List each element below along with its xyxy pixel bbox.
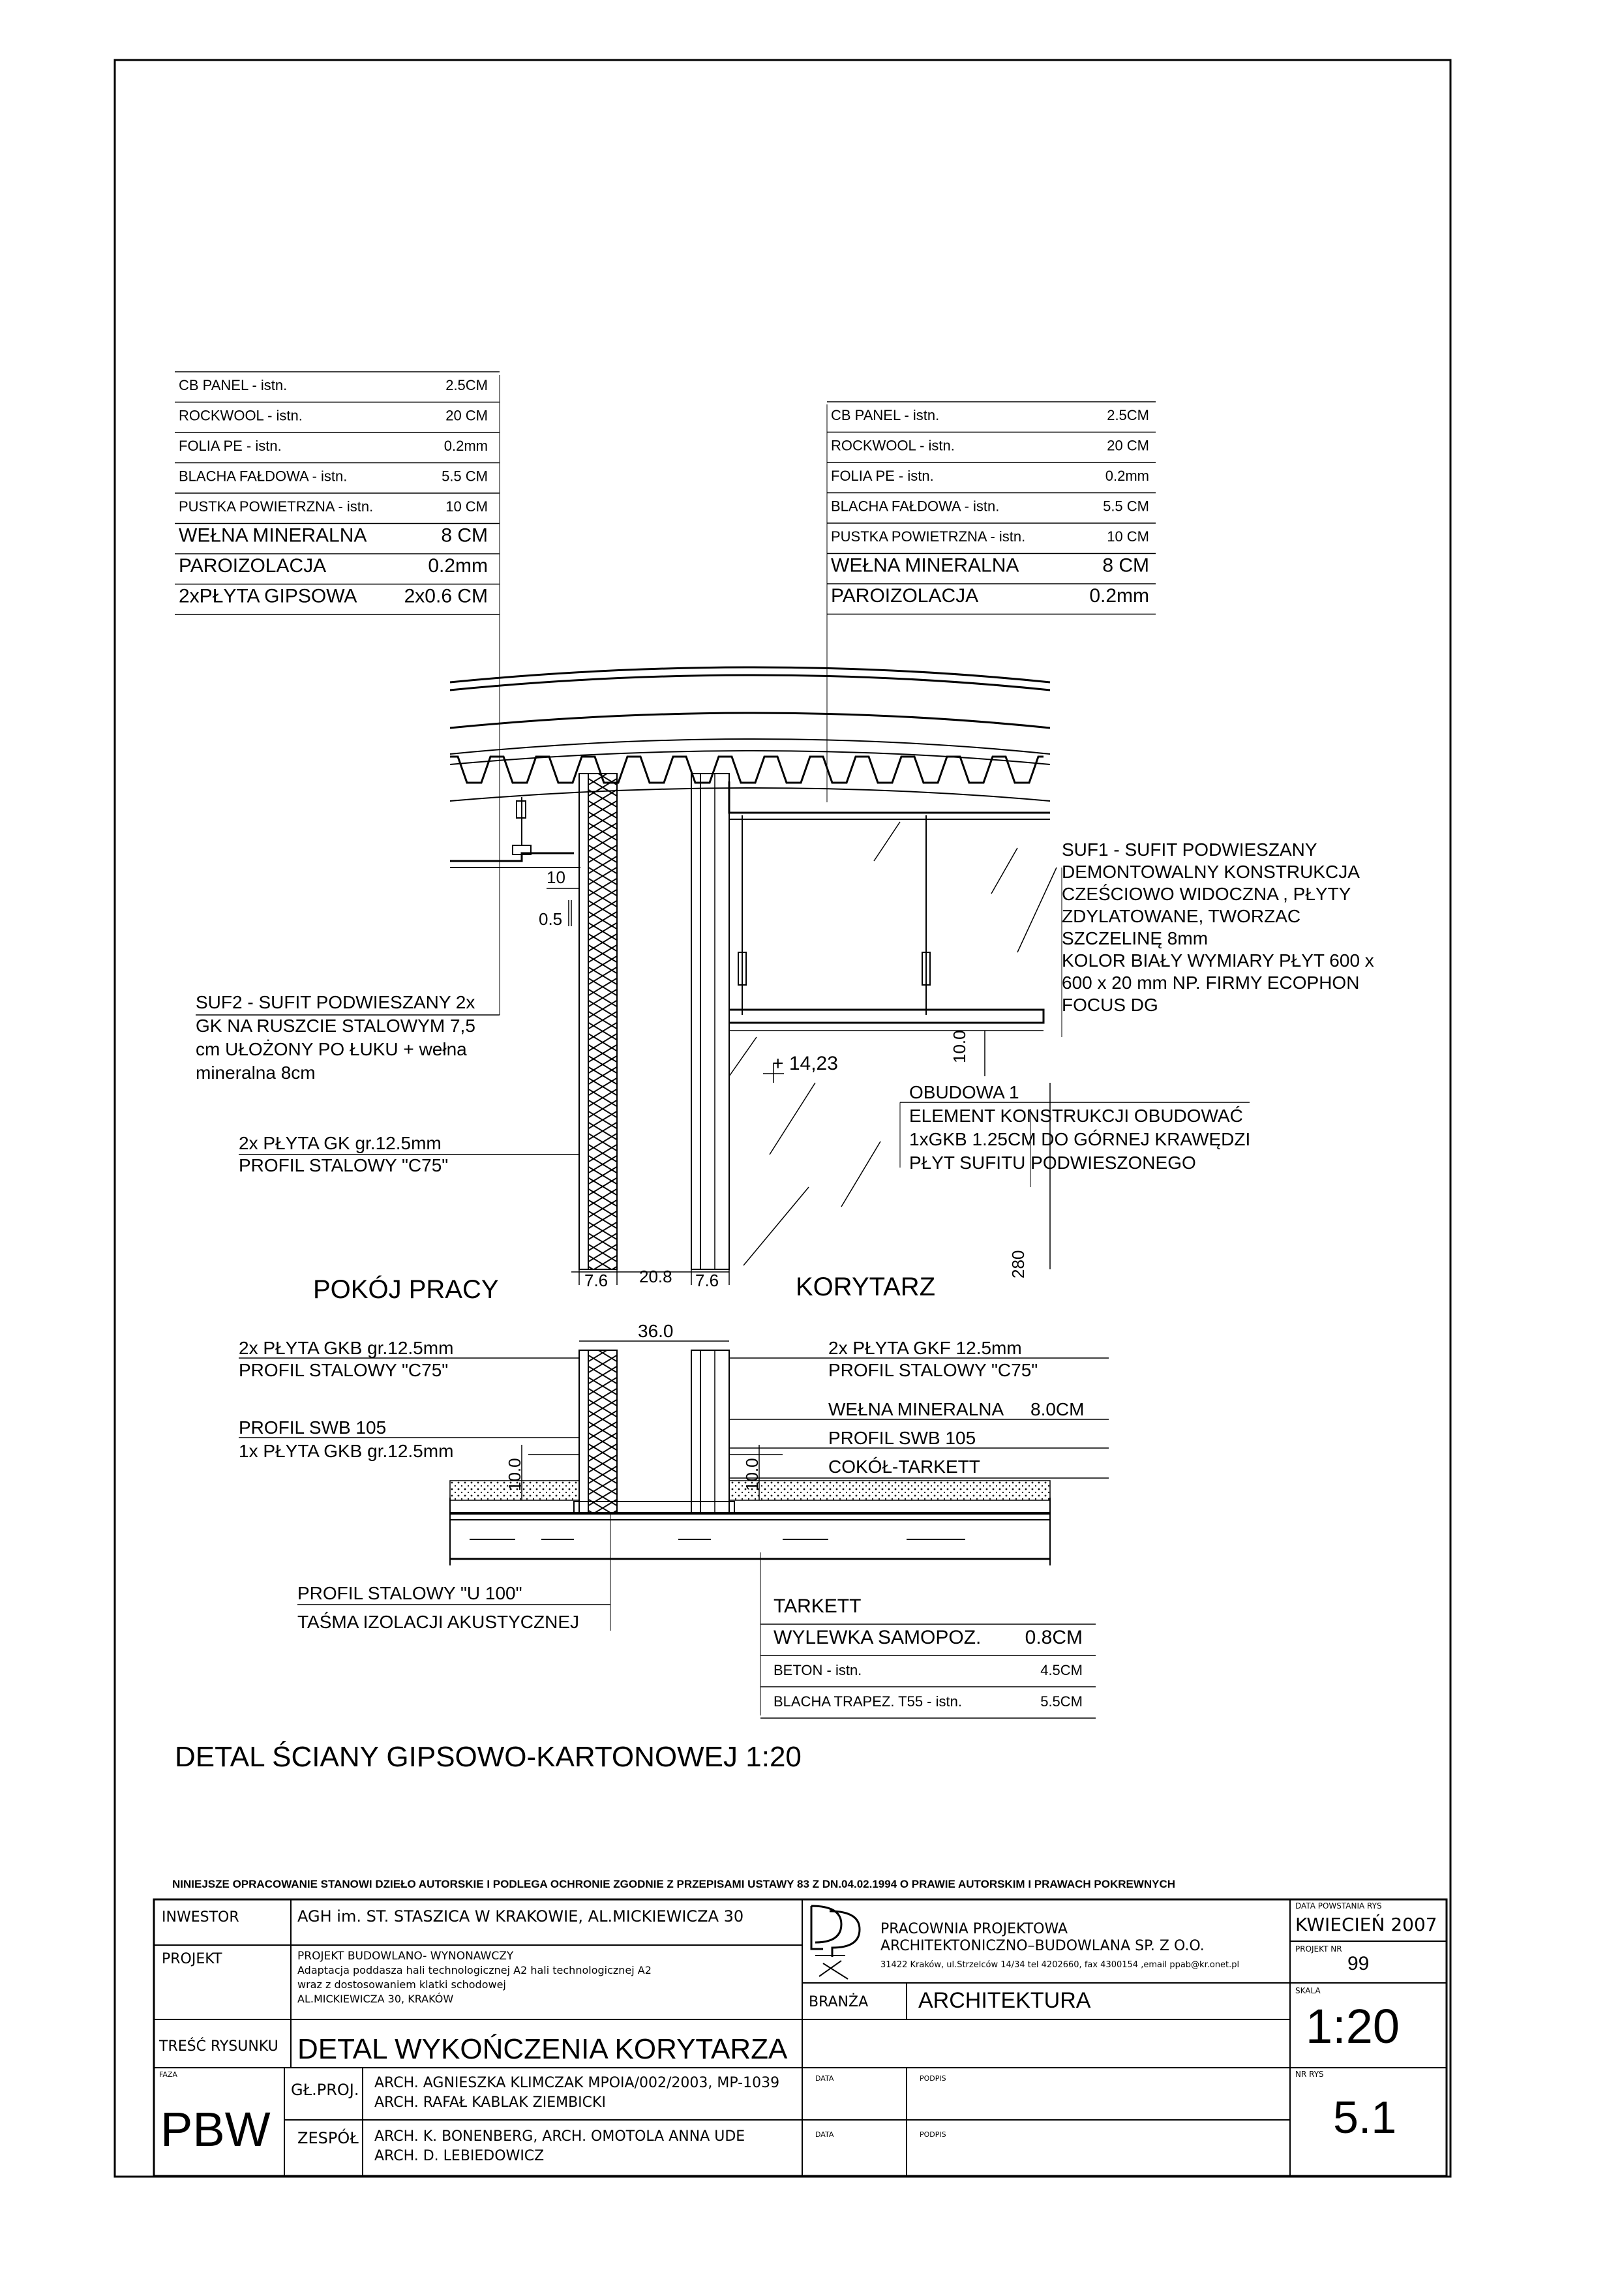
dim-0-5: 0.5 <box>539 909 563 929</box>
suf1-note: KOLOR BIAŁY WYMIARY PŁYT 600 x <box>1062 950 1374 971</box>
wall-left-lower-note-2: 1x PŁYTA GKB gr.12.5mm <box>239 1441 454 1461</box>
tb-projekt-nr: 99 <box>1347 1953 1370 1974</box>
legend-layer-name: PAROIZOLACJA <box>831 585 979 607</box>
legend-layer-name: ROCKWOOL - istn. <box>179 407 303 424</box>
tb-zespol-label: ZESPÓŁ <box>297 2129 359 2147</box>
suf1-note: 600 x 20 mm NP. FIRMY ECOPHON <box>1062 973 1360 993</box>
tb-inwestor-label: INWESTOR <box>162 1909 239 1926</box>
dim-280: 280 <box>1008 1250 1028 1278</box>
legend-layer-name: CB PANEL - istn. <box>179 377 288 393</box>
legend-layer-value: 0.2mm <box>428 555 488 577</box>
legend-layer-value: 0.2mm <box>443 438 488 454</box>
tb-glproj-line: ARCH. AGNIESZKA KLIMCZAK MPOIA/002/2003, MP-1039 <box>374 2075 780 2091</box>
tb-data-col: DATA <box>815 2074 834 2083</box>
tb-nr-rys-label: NR RYS <box>1295 2070 1324 2079</box>
suf1-ceiling-panel <box>729 1010 1044 1023</box>
floor-layer-value: 0.8CM <box>1025 1627 1083 1648</box>
legend-layer-value: 20 CM <box>445 407 488 424</box>
dim-10-0-ceiling: 10.0 <box>950 1030 969 1063</box>
legend-layer-value: 8 CM <box>441 524 488 547</box>
floor-layer-name: BLACHA TRAPEZ. T55 - istn. <box>773 1693 962 1710</box>
legend-layer-value: 2.5CM <box>445 377 488 393</box>
legend-layer-name: ROCKWOOL - istn. <box>831 437 955 454</box>
legend-layer-value: 2x0.6 CM <box>404 585 488 607</box>
right-ceiling-legend <box>827 402 1156 614</box>
legend-layer-name: FOLIA PE - istn. <box>831 468 934 484</box>
floor-layer-name: BETON - istn. <box>773 1662 862 1678</box>
tb-firm-line: 31422 Kraków, ul.Strzelców 14/34 tel 4202660, fax 4300154 ,email ppab@kr.onet.pl <box>880 1960 1240 1970</box>
tb-branza: ARCHITEKTURA <box>918 1988 1091 2013</box>
tb-podpis-col: PODPIS <box>920 2130 946 2139</box>
wall-right-cokol: COKÓŁ-TARKETT <box>828 1457 980 1477</box>
tb-data: KWIECIEŃ 2007 <box>1295 1914 1437 1935</box>
wall-left-lower-note: 2x PŁYTA GKB gr.12.5mm <box>239 1338 454 1358</box>
suf1-note: DEMONTOWALNY KONSTRUKCJA <box>1062 862 1360 882</box>
trapezoidal-sheet <box>450 757 1044 783</box>
tb-tresc-label: TREŚĆ RYSUNKU <box>159 2038 278 2055</box>
suf1-note: ZDYLATOWANE, TWORZAC <box>1062 906 1301 926</box>
legend-layer-name: FOLIA PE - istn. <box>179 438 282 454</box>
legend-layer-name: PAROIZOLACJA <box>179 555 327 577</box>
wall-right-lower-note: PROFIL STALOWY "C75" <box>828 1360 1038 1380</box>
wall-left-upper-note: 2x PŁYTA GK gr.12.5mm <box>239 1133 442 1153</box>
legend-layer-name: CB PANEL - istn. <box>831 407 940 423</box>
dim-20-8: 20.8 <box>639 1267 672 1286</box>
floor-legend <box>760 1595 1096 1718</box>
left-ceiling-legend <box>175 372 500 614</box>
legend-layer-value: 10 CM <box>1107 528 1149 545</box>
legend-layer-name: PUSTKA POWIETRZNA - istn. <box>179 498 374 515</box>
legend-layer-name: WEŁNA MINERALNA <box>179 524 367 547</box>
tb-projekt-line: AL.MICKIEWICZA 30, KRAKÓW <box>297 1993 454 2005</box>
wall-right-mineral-value: 8.0CM <box>1030 1399 1085 1419</box>
room-label-left: POKÓJ PRACY <box>313 1275 499 1304</box>
tb-data-col: DATA <box>815 2130 834 2139</box>
legend-layer-value: 5.5 CM <box>1103 498 1149 515</box>
suf1-note: SZCZELINĘ 8mm <box>1062 928 1209 948</box>
legend-layer-value: 0.2mm <box>1105 468 1149 484</box>
obudowa-note: OBUDOWA 1 <box>909 1082 1019 1102</box>
obudowa-note: 1xGKB 1.25CM DO GÓRNEJ KRAWĘDZI <box>909 1129 1251 1149</box>
tb-projekt-label: PROJEKT <box>162 1951 222 1967</box>
floor-layer-value: 5.5CM <box>1040 1693 1083 1710</box>
legend-layer-value: 2.5CM <box>1107 407 1149 423</box>
floor-layer-name: TARKETT <box>773 1595 862 1617</box>
mineral-wool-insulation <box>588 774 617 1269</box>
legend-layer-value: 5.5 CM <box>442 468 488 485</box>
wall-left-lower-note: PROFIL STALOWY "C75" <box>239 1360 449 1380</box>
tb-firm-line: PRACOWNIA PROJEKTOWA <box>880 1921 1068 1937</box>
legend-layer-name: WEŁNA MINERALNA <box>831 554 1019 577</box>
legend-layer-name: 2xPŁYTA GIPSOWA <box>179 585 357 607</box>
firm-logo <box>811 1906 860 1979</box>
floor-screed-right <box>729 1481 1050 1500</box>
legend-layer-name: BLACHA FAŁDOWA - istn. <box>831 498 1000 515</box>
floor-layer-value: 4.5CM <box>1040 1662 1083 1678</box>
upper-wall-section <box>579 774 1057 1269</box>
wall-right-lower-note: 2x PŁYTA GKF 12.5mm <box>828 1338 1022 1358</box>
tb-podpis-col: PODPIS <box>920 2074 946 2083</box>
tb-tresc: DETAL WYKOŃCZENIA KORYTARZA <box>297 2033 788 2065</box>
obudowa-note: ELEMENT KONSTRUKCJI OBUDOWAĆ <box>909 1106 1243 1126</box>
legend-layer-name: PUSTKA POWIETRZNA - istn. <box>831 528 1026 545</box>
tb-projekt-line: PROJEKT BUDOWLANO- WYNONAWCZY <box>297 1950 514 1963</box>
sheet-border <box>115 60 1450 2177</box>
wall-right-swb: PROFIL SWB 105 <box>828 1428 976 1448</box>
legend-layer-value: 8 CM <box>1102 554 1149 577</box>
floor-layer-name: WYLEWKA SAMOPOZ. <box>773 1627 982 1648</box>
dim-10-0-left: 10.0 <box>505 1458 524 1491</box>
obudowa-note: PŁYT SUFITU PODWIESZONEGO <box>909 1153 1196 1173</box>
tb-data-label: DATA POWSTANIA RYS <box>1295 1901 1382 1911</box>
dim-7-6-left: 7.6 <box>584 1271 608 1290</box>
legend-layer-value: 20 CM <box>1107 437 1149 454</box>
tb-skala: 1:20 <box>1306 1999 1400 2053</box>
tb-glproj-label: GŁ.PROJ. <box>291 2081 359 2099</box>
dim-36-0: 36.0 <box>638 1321 674 1341</box>
title-block-texts <box>158 1901 1437 2164</box>
tb-nr-rys: 5.1 <box>1333 2092 1397 2143</box>
tb-branza-label: BRANŻA <box>809 1994 869 2010</box>
tb-inwestor: AGH im. ST. STASZICA W KRAKOWIE, AL.MICKIEWICZA 30 <box>297 1907 744 1926</box>
tb-firm-line: ARCHITEKTONICZNO–BUDOWLANA SP. Z O.O. <box>880 1938 1205 1954</box>
tb-glproj-line: ARCH. RAFAŁ KABLAK ZIEMBICKI <box>374 2094 606 2111</box>
dim-7-6-right: 7.6 <box>695 1271 719 1290</box>
tb-projekt-line: Adaptacja poddasza hali technologicznej A2 hali technologicznej A2 <box>297 1964 652 1976</box>
tb-skala-label: SKALA <box>1295 1986 1321 1995</box>
legend-layer-name: BLACHA FAŁDOWA - istn. <box>179 468 348 485</box>
bottom-left-label: TAŚMA IZOLACJI AKUSTYCZNEJ <box>297 1612 580 1632</box>
roof-section <box>450 667 1050 868</box>
suf2-note: GK NA RUSZCIE STALOWYM 7,5 <box>196 1016 475 1036</box>
elevation-mark: + 14,23 <box>772 1053 838 1074</box>
suf2-note: cm UŁOŻONY PO ŁUKU + wełna <box>196 1039 467 1059</box>
tb-projekt-line: wraz z dostosowaniem klatki schodowej <box>297 1978 506 1991</box>
suf1-note: FOCUS DG <box>1062 995 1158 1015</box>
tb-faza: PBW <box>160 2102 271 2156</box>
tb-zespol-line: ARCH. K. BONENBERG, ARCH. OMOTOLA ANNA UDE <box>374 2128 745 2145</box>
wall-left-lower-note-2: PROFIL SWB 105 <box>239 1417 387 1438</box>
tb-faza-label: FAZA <box>159 2070 177 2079</box>
detail-title: DETAL ŚCIANY GIPSOWO-KARTONOWEJ 1:20 <box>175 1741 802 1773</box>
suf2-note: SUF2 - SUFIT PODWIESZANY 2x <box>196 992 475 1012</box>
legend-layer-value: 10 CM <box>445 498 488 515</box>
dim-10-0-right: 10.0 <box>742 1458 762 1491</box>
tb-zespol-line: ARCH. D. LEBIEDOWICZ <box>374 2148 545 2164</box>
bottom-left-label: PROFIL STALOWY "U 100" <box>297 1583 522 1603</box>
wall-left-upper-note: PROFIL STALOWY "C75" <box>239 1155 449 1175</box>
dim-10: 10 <box>547 868 565 887</box>
tb-projekt-nr-label: PROJEKT NR <box>1295 1944 1342 1954</box>
legend-layer-value: 0.2mm <box>1089 585 1149 607</box>
suf2-note: mineralna 8cm <box>196 1063 316 1083</box>
copyright-notice: NINIEJSZE OPRACOWANIE STANOWI DZIEŁO AUTORSKIE I PODLEGA OCHRONIE ZGODNIE Z PRZEPISAMI USTAWY 83 Z DN.04.02.1994 O PRAWIE AUTORSKIM I PRAWACH POKREWNYCH <box>172 1878 1176 1890</box>
suf1-note: SUF1 - SUFIT PODWIESZANY <box>1062 839 1317 860</box>
suf1-note: CZEŚCIOWO WIDOCZNA , PŁYTY <box>1062 884 1351 904</box>
wall-right-mineral-name: WEŁNA MINERALNA <box>828 1399 1004 1419</box>
room-label-right: KORYTARZ <box>796 1273 936 1301</box>
